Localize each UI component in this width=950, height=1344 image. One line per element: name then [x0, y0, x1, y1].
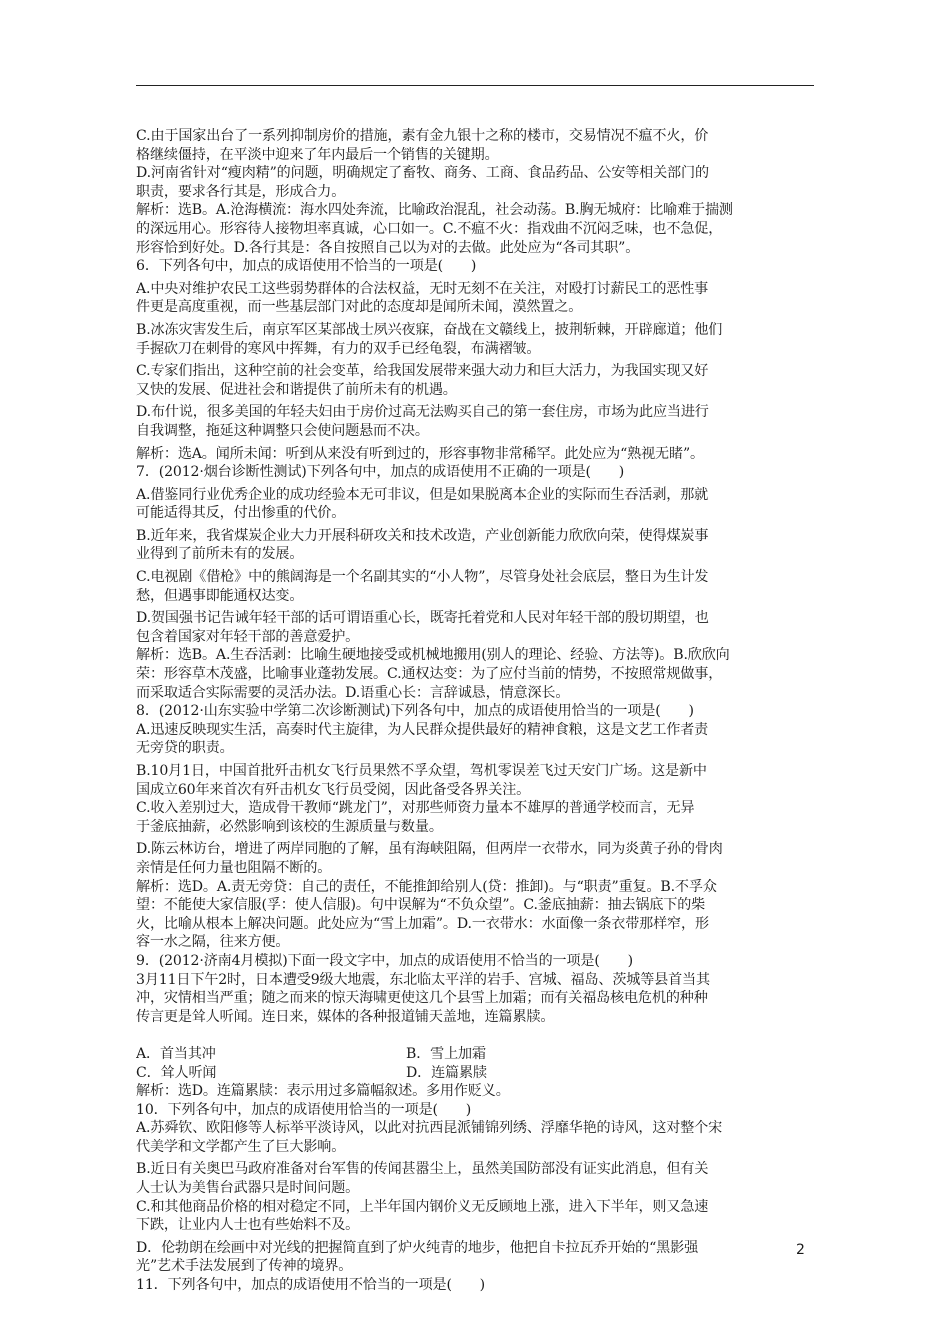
- text-line: 望：不能使大家信服(孚：使人信服)。句中误解为“不负众望”。C.釜底抽薪：抽去锅底下的柴: [136, 897, 706, 914]
- options-row: [136, 1064, 816, 1083]
- text-line: 无旁贷的职责。: [136, 740, 234, 757]
- question-8-stem: 8．(2012·山东实验中学第二次诊断测试)下列各句中，加点的成语使用恰当的一项是( ): [136, 703, 694, 720]
- text-line: 解析：选A。闻所未闻：听到从来没有听到过的，形容事物非常稀罕。此处应为“熟视无睹”。: [136, 445, 704, 462]
- text-line: 手握砍刀在刺骨的寒风中挥舞，有力的双手已经龟裂，布满褶皱。: [136, 340, 541, 357]
- text-line: [136, 1026, 816, 1045]
- text-line: 代美学和文学都产生了巨大影响。: [136, 1138, 346, 1155]
- header-rule: [136, 85, 814, 86]
- text-line: D.布什说，很多美国的年轻夫妇由于房价过高无法购买自己的第一套住房，市场为此应当进行: [136, 404, 709, 421]
- text-line: A.中央对维护农民工这些弱势群体的合法权益，无时无刻不在关注，对殴打讨薪民工的恶性事: [136, 280, 709, 297]
- text-line: 下跌，让业内人士也有些始料不及。: [136, 1217, 360, 1234]
- text-line: 传言更是耸人听闻。连日来，媒体的各种报道铺天盖地，连篇累牍。: [136, 1008, 555, 1025]
- text-line: C.由于国家出台了一系列抑制房价的措施，素有金九银十之称的楼市，交易情况不瘟不火，价: [136, 128, 709, 144]
- text-line: 业得到了前所未有的发展。: [136, 546, 304, 563]
- text-line: 人士认为美售台武器只是时间问题。: [136, 1180, 360, 1197]
- text-line: C.专家们指出，这种空前的社会变革，给我国发展带来强大动力和巨大活力，为我国实现又好: [136, 363, 709, 380]
- text-line: B.近日有关奥巴马政府准备对台军售的传闻甚嚣尘上，虽然美国防部没有证实此消息，但有关: [136, 1161, 709, 1178]
- text-line: 解析：选D。A.责无旁贷：自己的责任，不能推卸给别人(贷：推卸)。与“职责”重复。B.不孚众: [136, 878, 717, 895]
- text-line: 国成立60年来首次有歼击机女飞行员受阅，因此备受各界关注。: [136, 781, 531, 798]
- text-line: D.陈云林访台，增进了两岸同胞的了解，虽有海峡阻隔，但两岸一衣带水，同为炎黄子孙的骨肉: [136, 841, 723, 858]
- text-line: A.苏舜钦、欧阳修等人标举平淡诗风，以此对抗西昆派铺锦列绣、浮靡华艳的诗风，这对整个宋: [136, 1120, 723, 1137]
- text-line: C.和其他商品价格的相对稳定不同，上半年国内钢价义无反顾地上涨，进入下半年，则又急速: [136, 1198, 709, 1215]
- text-line: 格继续僵持，在平淡中迎来了年内最后一个销售的关键期。: [136, 146, 499, 163]
- options-row: [136, 1045, 816, 1064]
- text-line: D.河南省针对“瘦肉精”的问题，明确规定了畜牧、商务、工商、食品药品、公安等相关部门的: [136, 165, 709, 182]
- text-line: B.10月1日，中国首批歼击机女飞行员果然不孚众望，驾机零误差飞过天安门广场。这是新中: [136, 763, 707, 779]
- text-line: 解析：选B。A.沧海横流：海水四处奔流，比喻政治混乱，社会动荡。B.胸无城府：比喻难于揣测: [136, 202, 733, 219]
- text-line: 可能适得其反，付出惨重的代价。: [136, 505, 346, 522]
- text-line: 容一水之隔，往来方便。: [136, 934, 290, 951]
- text-line: 形容恰到好处。D.各行其是：各自按照自己以为对的去做。此处应为“各司其职”。: [136, 239, 640, 256]
- text-line: 的深远用心。形容待人接物坦率真诚，心口如一。C.不瘟不火：指戏曲不沉闷乏味，也不急促，: [136, 220, 723, 237]
- text-line: 冲，灾情相当严重；随之而来的惊天海啸更使这几个县雪上加霜；而有关福岛核电危机的种种: [136, 990, 708, 1007]
- text-line: 火，比喻从根本上解决问题。此处应为“雪上加霜”。D.一衣带水：水面像一条衣带那样窄，形: [136, 915, 709, 932]
- text-line: 光”艺术手法发展到了传神的境界。: [136, 1258, 353, 1275]
- text-line: C.收入差别过大，造成骨干教师“跳龙门”，对那些师资力量本不雄厚的普通学校而言，无异: [136, 800, 695, 817]
- text-line: 愁，但遇事即能通权达变。: [136, 587, 304, 604]
- text-line: 又快的发展、促进社会和谐提供了前所未有的机遇。: [136, 381, 457, 398]
- text-line: A.借鉴同行业优秀企业的成功经验本无可非议，但是如果脱离本企业的实际而生吞活剥，那就: [136, 486, 709, 503]
- question-10-stem: 10．下列各句中，加点的成语使用恰当的一项是( ): [136, 1101, 472, 1118]
- text-line: 亲情是任何力量也阻隔不断的。: [136, 859, 332, 876]
- question-6-stem: 6．下列各句中，加点的成语使用不恰当的一项是( ): [136, 258, 477, 275]
- text-line: 包含着国家对年轻干部的善意爱护。: [136, 628, 360, 645]
- text-line: 荣：形容草木茂盛，比喻事业蓬勃发展。C.通权达变：为了应付当前的情势，不按照常规做事，: [136, 666, 723, 683]
- text-line: D．伦勃朗在绘画中对光线的把握简直到了炉火纯青的地步，他把自卡拉瓦乔开始的“黑影强: [136, 1239, 699, 1256]
- text-line: 自我调整，拖延这种调整只会使问题悬而不决。: [136, 422, 429, 439]
- text-line: D.贺国强书记告诫年轻干部的话可谓语重心长，既寄托着党和人民对年轻干部的殷切期望，也: [136, 610, 709, 627]
- text-line: A.迅速反映现实生活，高奏时代主旋律，为人民群众提供最好的精神食粮，这是文艺工作者责: [136, 721, 709, 738]
- text-line: 件更是高度重视，而一些基层部门对此的态度却是闻所未闻，漠然置之。: [136, 299, 583, 316]
- option-c: C．耸人听闻: [136, 1064, 217, 1081]
- text-line: 解析：选D。连篇累牍：表示用过多篇幅叙述。多用作贬义。: [136, 1083, 510, 1100]
- text-line: C.电视剧《借枪》中的熊阔海是一个名副其实的“小人物”，尽管身处社会底层，整日为生计发: [136, 569, 709, 586]
- text-line: B.近年来，我省煤炭企业大力开展科研攻关和技术改造，产业创新能力欣欣向荣，使得煤炭事: [136, 527, 709, 544]
- question-9-stem: 9．(2012·济南4月模拟)下面一段文字中，加点的成语使用不恰当的一项是( ): [136, 952, 633, 969]
- option-b: B．雪上加霜: [406, 1045, 486, 1062]
- question-7-stem: 7．(2012·烟台诊断性测试)下列各句中，加点的成语使用不正确的一项是( ): [136, 464, 625, 481]
- option-d: D．连篇累牍: [406, 1064, 487, 1081]
- document-body: [136, 127, 816, 1295]
- text-line: B.冰冻灾害发生后，南京军区某部战士夙兴夜寐，奋战在文赣线上，披荆斩棘，开辟廊道；他们: [136, 321, 723, 338]
- page-number: 2: [796, 1242, 805, 1258]
- text-line: 职责，要求各行其是，形成合力。: [136, 183, 346, 200]
- text-line: 而采取适合实际需要的灵活办法。D.语重心长：言辞诚恳，情意深长。: [136, 684, 570, 701]
- text-line: 3月11日下午2时，日本遭受9级大地震，东北临太平洋的岩手、宫城、福岛、茨城等县首当其: [136, 971, 710, 988]
- text-line: 于釜底抽薪，必然影响到该校的生源质量与数量。: [136, 818, 443, 835]
- option-a: A．首当其冲: [136, 1045, 216, 1062]
- question-11-stem: 11．下列各句中，加点的成语使用不恰当的一项是( ): [136, 1277, 486, 1294]
- text-line: 解析：选B。A.生吞活剥：比喻生硬地接受或机械地搬用(别人的理论、经验、方法等)。B.欣欣向: [136, 647, 730, 664]
